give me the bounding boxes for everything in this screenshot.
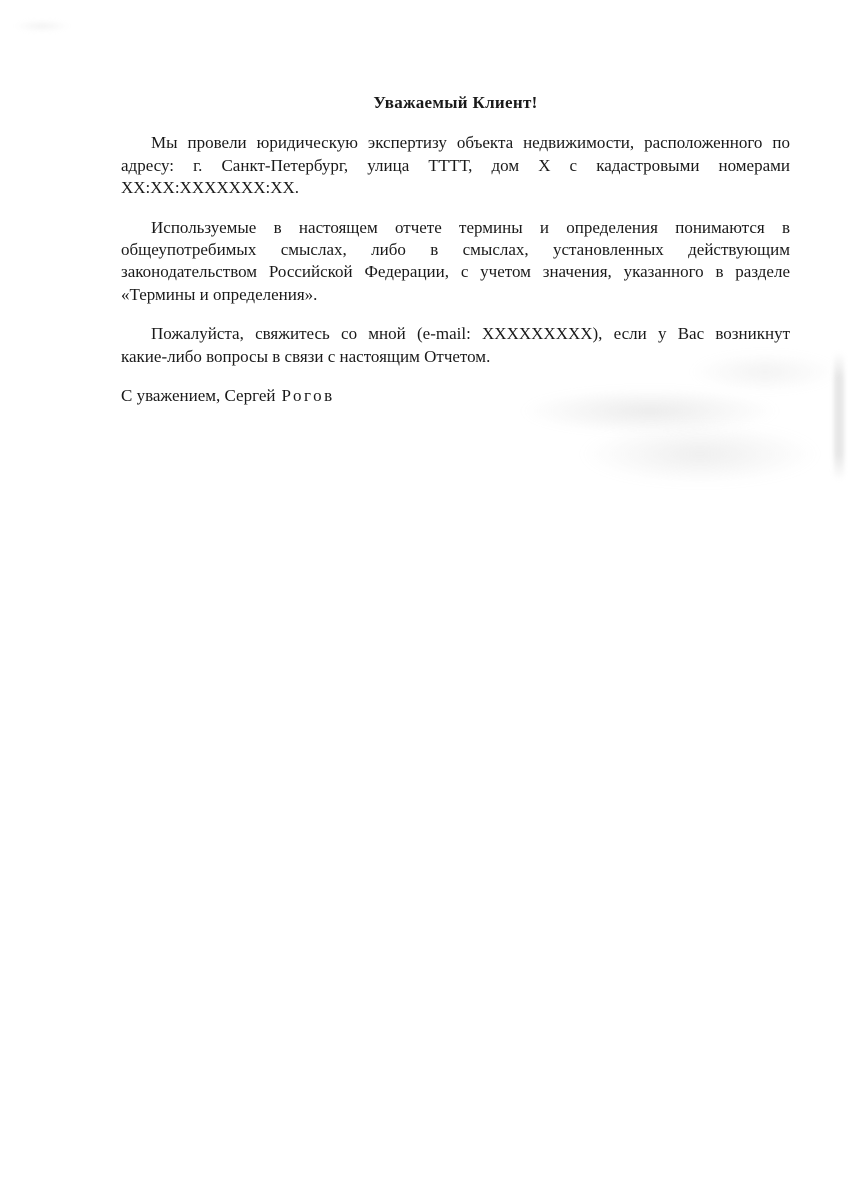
paragraph-line: Используемые в настоящем отчете термины и определения понимаются в [151, 217, 790, 237]
paragraph-line: законодательством Российской Федерации, с учетом значения, указанного в разделе [121, 262, 790, 282]
paragraph-line: «Термины и определения». [121, 284, 318, 304]
paragraph-line: XX:XX:XXXXXXX:XX. [121, 178, 300, 198]
paragraph-line: общеупотребимых смыслах, либо в смыслах, установленных действующим [121, 240, 790, 260]
letter-paragraphs [121, 132, 790, 368]
signature-prefix: С уважением, Сергей [121, 386, 276, 406]
body-paragraph [121, 132, 790, 199]
paragraph-line: какие-либо вопросы в связи с настоящим Отчетом. [121, 346, 491, 366]
signature-line [121, 385, 790, 407]
paragraph-line: Пожалуйста, свяжитесь со мной (e-mail: XXXXXXXXX), если у Вас возникнут [151, 324, 790, 344]
scan-smudge-artifact [14, 20, 70, 32]
paragraph-line: Мы провели юридическую экспертизу объекта недвижимости, расположенного по [151, 133, 790, 153]
body-paragraph [121, 217, 790, 307]
scan-smudge-artifact [580, 424, 820, 484]
signature-name: Рогов [281, 386, 335, 406]
letter-body [121, 92, 790, 407]
body-paragraph [121, 323, 790, 368]
scan-streak-artifact [834, 352, 844, 480]
letter-title: Уважаемый Клиент! [373, 93, 538, 112]
paragraph-line: адресу: г. Санкт-Петербург, улица ТТТТ, дом Х с кадастровыми номерами [121, 155, 790, 175]
